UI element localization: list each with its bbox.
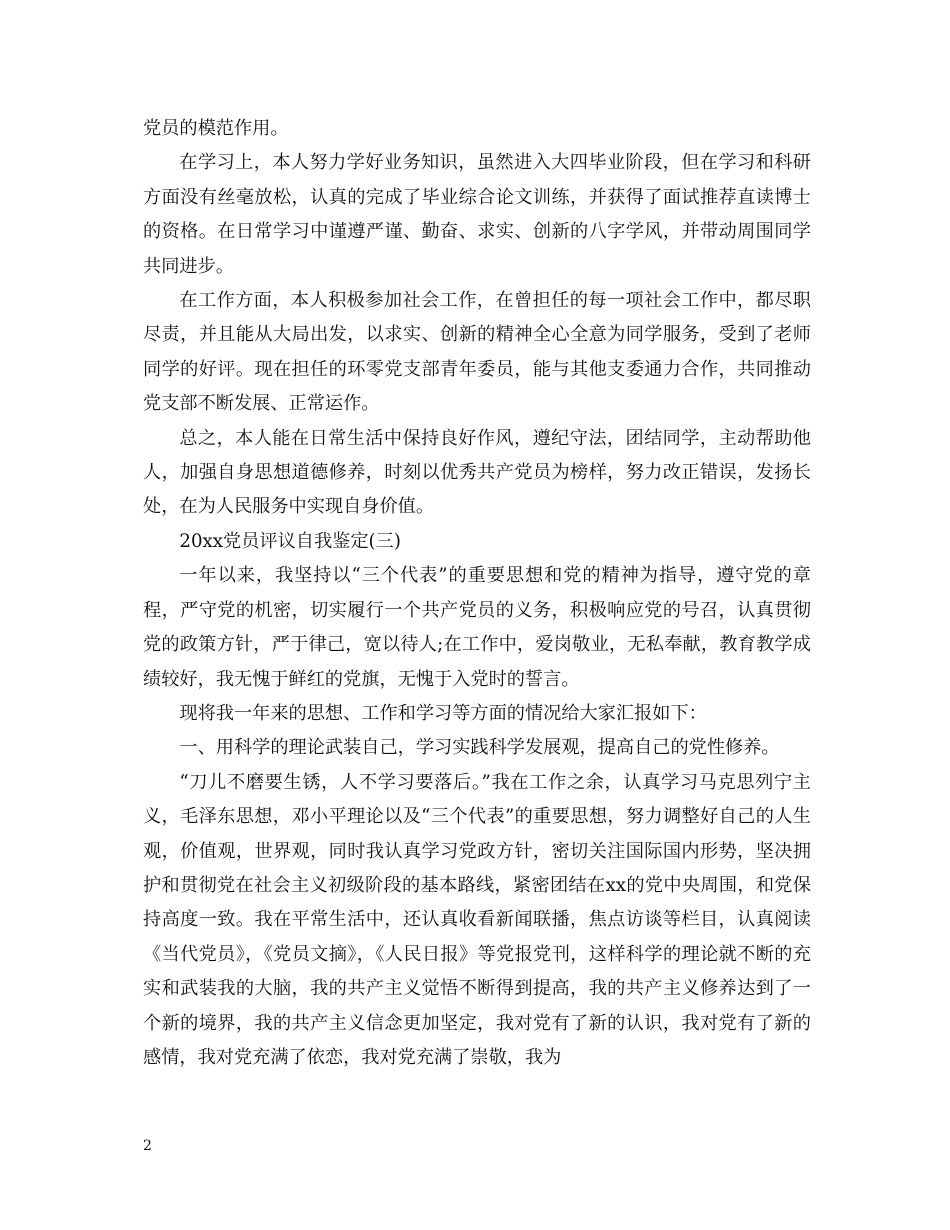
paragraph-8: “刀儿不磨要生锈，人不学习要落后。”我在工作之余，认真学习马克思列宁主义，毛泽东思想，邓小平理论以及“三个代表”的重要思想，努力调整好自己的人生观，价值观，世界观，同时我认真学习党政方针，密切关注国际国内形势，坚决拥护和贯彻党在社会主义初级阶段的基本路线，紧密团结在xx的党中央周围，和党保持高度一致。我在平常生活中，还认真收看新闻联播，焦点访谈等栏目，认真阅读《当代党员》，《党员文摘》，《人民日报》等党报党刊，这样科学的理论就不断的充实和武装我的大脑，我的共产主义觉悟不断得到提高，我的共产主义修养达到了一个新的境界，我的共产主义信念更加坚定，我对党有了新的认识，我对党有了新的感情，我对党充满了依恋，我对党充满了崇敬，我为 <box>143 771 811 1068</box>
paragraph-7: 一、用科学的理论武装自己，学习实践科学发展观，提高自己的党性修养。 <box>179 737 780 759</box>
paragraph-2: 在学习上，本人努力学好业务知识，虽然进入大四毕业阶段，但在学习和科研方面没有丝毫放松，认真的完成了毕业综合论文训练，并获得了面试推荐直读博士的资格。在日常学习中谨遵严谨、勤奋、求实、创新的八字学风，并带动周围同学共同进步。 <box>143 152 811 277</box>
document-body <box>143 112 811 1075</box>
page-number: 2 <box>143 1138 152 1154</box>
paragraph-5: 一年以来，我坚持以“三个代表”的重要思想和党的精神为指导，遵守党的章程，严守党的机密，切实履行一个共产党员的义务，积极响应党的号召，认真贯彻党的政策方针，严于律己，宽以待人;在工作中，爱岗敬业，无私奉献，教育教学成绩较好，我无愧于鲜红的党旗，无愧于入党时的誓言。 <box>143 565 811 690</box>
paragraph-6: 现将我一年来的思想、工作和学习等方面的情况给大家汇报如下： <box>179 702 707 724</box>
paragraph-3: 在工作方面，本人积极参加社会工作，在曾担任的每一项社会工作中，都尽职尽责，并且能从大局出发，以求实、创新的精神全心全意为同学服务，受到了老师同学的好评。现在担任的环零党支部青年委员，能与其他支委通力合作，共同推动党支部不断发展、正常运作。 <box>143 290 811 415</box>
section-heading: 20xx党员评议自我鉴定(三) <box>179 530 401 552</box>
paragraph-4: 总之，本人能在日常生活中保持良好作风，遵纪守法，团结同学，主动帮助他人，加强自身思想道德修养，时刻以优秀共产党员为榜样，努力改正错误，发扬长处，在为人民服务中实现自身价值。 <box>143 427 811 518</box>
paragraph-1: 党员的模范作用。 <box>143 118 289 139</box>
